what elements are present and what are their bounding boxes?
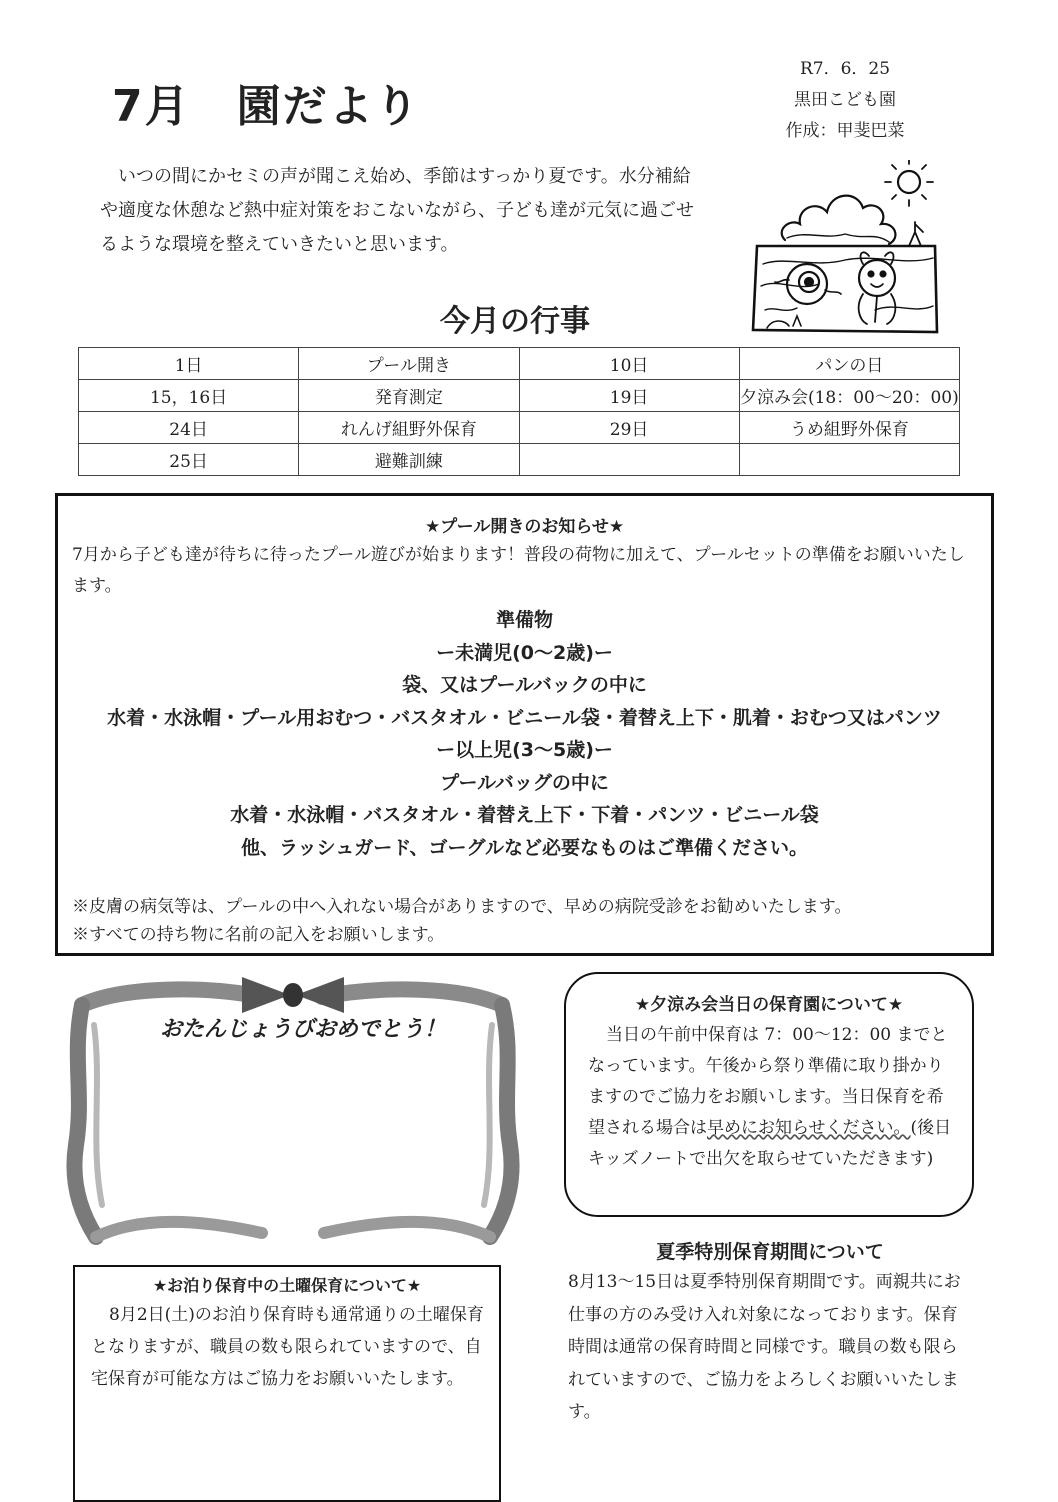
event-name: 発育測定: [299, 380, 519, 412]
overnight-stay-heading: ★お泊り保育中の土曜保育について★: [152, 1276, 422, 1295]
event-date: 15，16日: [79, 380, 299, 412]
list-item: ー以上児(3～5歳)ー: [436, 739, 613, 761]
evening-body: [588, 1020, 958, 1175]
events-table: [78, 347, 960, 476]
list-item: ー未満児(0～2歳)ー: [436, 641, 613, 664]
event-date: [519, 444, 739, 476]
event-date: 1日: [79, 348, 299, 380]
table-row: [79, 412, 960, 444]
list-item: 他、ラッシュガード、ゴーグルなど必要なものはご準備ください。: [241, 836, 808, 859]
summer-beach-illustration: [745, 160, 945, 340]
event-date: 10日: [519, 348, 739, 380]
event-name: プール開き: [299, 348, 519, 380]
pool-notice-intro: 7月から子ども達が待ちに待ったプール遊びが始まります！普段の荷物に加えて、プールセットの準備をお願いいたします。: [72, 545, 965, 596]
event-name: 夕涼み会(18：00～20：00): [739, 380, 959, 412]
page-title: 7月 園だより: [112, 81, 421, 132]
event-name: うめ組野外保育: [739, 412, 959, 444]
summer-body: 8月13～15日は夏季特別保育期間です。両親共にお仕事の方のみ受け入れ対象になっております。保育時間は通常の保育時間と同様です。職員の数も限られていますので、ご協力をよろしくお願いいたします。: [568, 1272, 961, 1422]
school-name: 黒田こども園: [794, 90, 896, 110]
event-date: 19日: [519, 380, 739, 412]
event-name: パンの日: [739, 348, 959, 380]
list-item: 水着・水泳帽・プール用おむつ・バスタオル・ビニール袋・着替え上下・肌着・おむつ又はパンツ: [107, 706, 942, 729]
evening-underlined-text: 早めにお知らせください。: [707, 1118, 911, 1138]
event-name: れんげ組野外保育: [299, 412, 519, 444]
list-item: 準備物: [495, 609, 553, 631]
pool-notice-heading: ★プール開きのお知らせ★: [424, 517, 625, 537]
evening-text-end: (後日キッズノートで出欠を取らせていただきます): [588, 1118, 952, 1169]
intro-paragraph: いつの間にかセミの声が聞こえ始め、季節はすっかり夏です。水分補給や適度な休憩など熱中症対策をおこないながら、子ども達が元気に過ごせるような環境を整えていきたいと思います。: [100, 166, 694, 255]
evening-text: 当日の午前中保育は 7：00～12：00 までとなっています。午後から祭り準備に取り掛かりますのでご協力をお願いします。当日保育を希望される場合は: [588, 1025, 948, 1138]
preparation-list: [58, 604, 991, 864]
pool-notice-box: [55, 493, 994, 956]
evening-event-box: [564, 972, 974, 1217]
events-heading: 今月の行事: [440, 304, 590, 339]
table-row: [79, 380, 960, 412]
note-item: ※皮膚の病気等は、プールの中へ入れない場合がありますので、早めの病院受診をお勧めいたします。: [72, 897, 852, 917]
overnight-stay-body: 8月2日(土)のお泊り保育時も通常通りの土曜保育となりますが、職員の数も限られていますので、自宅保育が可能な方はご協力をお願いいたします。: [91, 1305, 484, 1389]
author: 作成：甲斐巴菜: [785, 121, 905, 141]
list-item: プールバッグの中に: [440, 771, 609, 794]
event-date: 29日: [519, 412, 739, 444]
list-item: 袋、又はプールバックの中に: [402, 674, 647, 696]
overnight-stay-box: [73, 1265, 501, 1502]
event-date: 25日: [79, 444, 299, 476]
table-row: [79, 444, 960, 476]
note-item: ※すべての持ち物に名前の記入をお願いします。: [72, 925, 445, 945]
ribbon-frame-illustration: [62, 965, 524, 1260]
header-meta: [760, 54, 930, 147]
evening-heading: ★夕涼み会当日の保育園について★: [634, 995, 904, 1015]
event-name: 避難訓練: [299, 444, 519, 476]
pool-notes: [72, 893, 977, 949]
birthday-heading: おたんじょうびおめでとう！: [160, 1017, 447, 1042]
event-name: [739, 444, 959, 476]
event-date: 24日: [79, 412, 299, 444]
table-row: [79, 348, 960, 380]
list-item: 水着・水泳帽・バスタオル・着替え上下・下着・パンツ・ビニール袋: [230, 804, 819, 826]
summer-heading: 夏季特別保育期間について: [656, 1241, 884, 1263]
issue-date: R7．6．25: [799, 59, 891, 79]
